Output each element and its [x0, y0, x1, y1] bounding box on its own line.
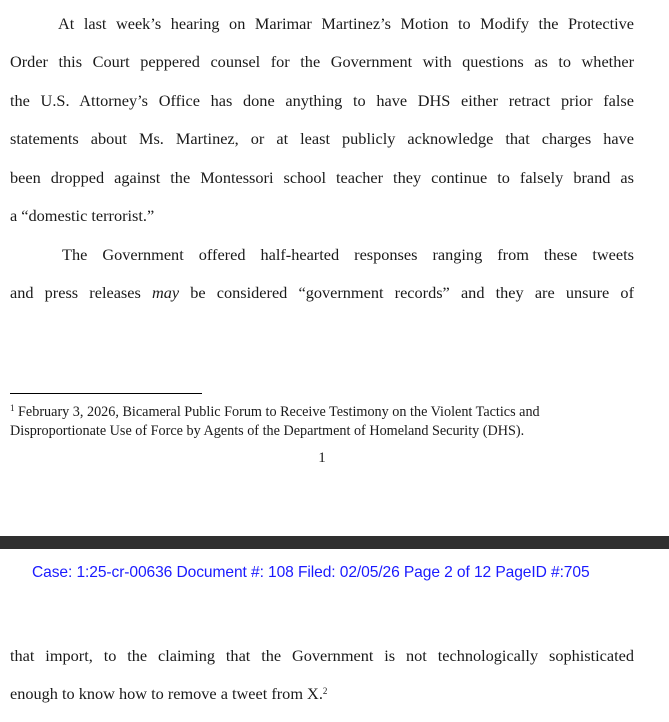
body-text-line	[10, 283, 634, 303]
body-text-line: the U.S. Attorney’s Office has done anything to have DHS either retract prior false	[10, 91, 634, 110]
page-number: 1	[318, 450, 326, 466]
emphasized-word: may	[151, 283, 180, 302]
body-text-line: Order this Court peppered counsel for the Government with questions as to whether	[10, 52, 634, 71]
footnote-text: February 3, 2026, Bicameral Public Forum to Receive Testimony on the Violent Tactics and	[14, 404, 540, 420]
body-text-line: The Government offered half-hearted responses ranging from these tweets	[62, 245, 634, 264]
footnote-marker: 1	[10, 403, 15, 413]
text-run: and press releases	[10, 283, 152, 302]
body-text-line: At last week’s hearing on Marimar Martinez’s Motion to Modify the Protective	[58, 14, 634, 33]
body-text-line: a “domestic terrorist.”	[10, 206, 155, 225]
body-text-line	[10, 684, 634, 704]
footnote-line	[10, 403, 634, 422]
case-header: Case: 1:25-cr-00636 Document #: 108 Filed: 02/05/26 Page 2 of 12 PageID #:705	[32, 564, 590, 581]
body-text-line: been dropped against the Montessori school teacher they continue to falsely brand as	[10, 168, 634, 187]
footnote-separator	[10, 393, 202, 394]
page-separator	[0, 536, 669, 549]
body-text-line: that import, to the claiming that the Government is not technologically sophisticated	[10, 646, 634, 665]
text-run: be considered “government records” and they are unsure of	[179, 283, 634, 302]
text-run: enough to know how to remove a tweet from X.	[10, 684, 323, 703]
body-text-line: statements about Ms. Martinez, or at least publicly acknowledge that charges have	[10, 129, 634, 148]
footnote-line: Disproportionate Use of Force by Agents of the Department of Homeland Security (DHS).	[10, 423, 525, 439]
footnote-reference: 2	[322, 686, 328, 696]
